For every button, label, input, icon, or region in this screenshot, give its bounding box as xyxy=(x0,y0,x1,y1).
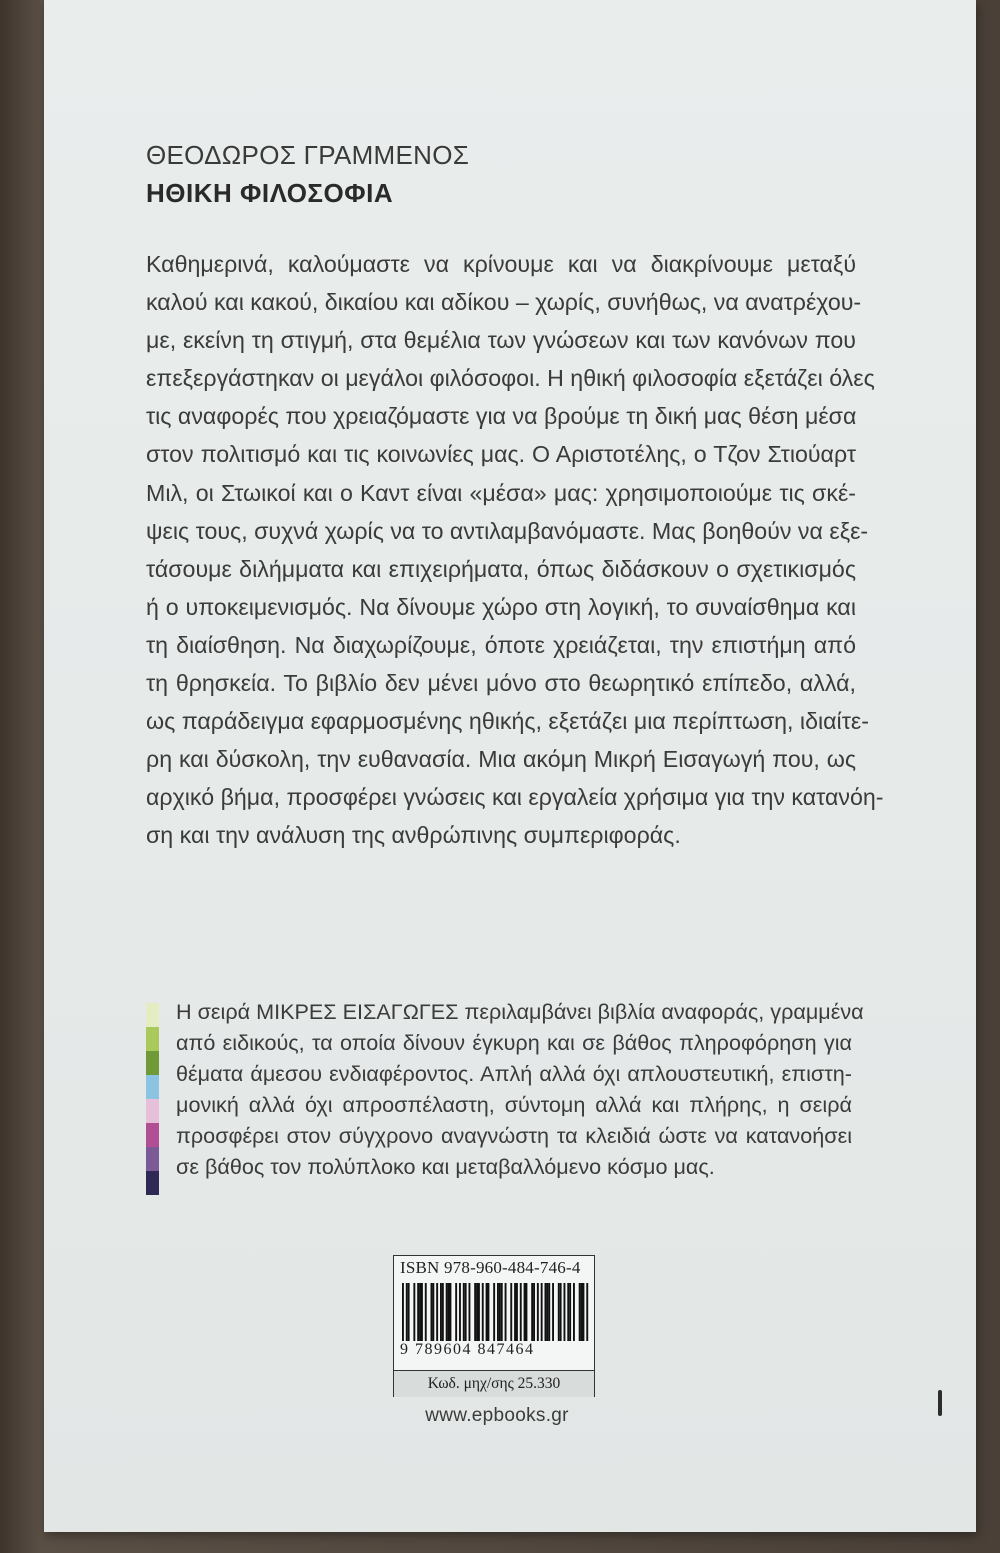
barcode-bar xyxy=(425,1283,427,1341)
series-line: προσφέρει στον σύγχρονο αναγνώστη τα κλειδιά ώστε να κατανοήσει xyxy=(176,1123,852,1148)
barcode-bar xyxy=(501,1283,503,1341)
blurb-line: τη θρησκεία. Το βιβλίο δεν μένει μόνο στο θεωρητικό επίπεδο, αλλά, xyxy=(146,670,856,697)
barcode-bar xyxy=(488,1283,490,1341)
barcode-bar xyxy=(476,1283,478,1341)
barcode-bar xyxy=(431,1283,433,1341)
barcode-bar xyxy=(564,1283,566,1341)
barcode-bar xyxy=(499,1283,501,1341)
color-swatch xyxy=(146,1027,159,1051)
barcode-bar xyxy=(446,1283,448,1341)
color-swatch xyxy=(146,1099,159,1123)
color-swatch xyxy=(146,1147,159,1171)
product-code: Κωδ. μηχ/σης 25.330 xyxy=(394,1370,594,1397)
barcode-bar xyxy=(419,1283,421,1341)
ean-digits: 9 789604 847464 xyxy=(400,1341,535,1358)
series-line: μονική αλλά όχι απροσπέλαστη, σύντομη αλλά και πλήρης, η σειρά xyxy=(176,1092,852,1117)
barcode-bar xyxy=(583,1283,585,1341)
barcode-bar xyxy=(505,1283,507,1341)
barcode-bar xyxy=(442,1283,444,1341)
series-line: από ειδικούς, τα οποία δίνουν έγκυρη και σε βάθος πληροφόρηση για xyxy=(176,1030,852,1055)
barcode-bar xyxy=(581,1283,583,1341)
barcode-bar xyxy=(533,1283,535,1341)
barcode-bar xyxy=(406,1283,408,1341)
barcode-bar xyxy=(474,1283,476,1341)
barcode-bar xyxy=(432,1283,434,1341)
barcode-bar xyxy=(526,1283,528,1341)
barcode-bar xyxy=(463,1283,465,1341)
publisher-website: www.epbooks.gr xyxy=(425,1405,569,1426)
barcode-bar xyxy=(455,1283,457,1341)
barcode-box xyxy=(393,1255,595,1397)
barcode-bar xyxy=(486,1283,488,1341)
barcode-bar xyxy=(493,1283,495,1341)
barcode-bar xyxy=(558,1283,560,1341)
barcode-bar xyxy=(459,1283,461,1341)
barcode-bar xyxy=(440,1283,442,1341)
barcode-bar xyxy=(469,1283,471,1341)
series-line: θέματα άμεσου ενδιαφέροντος. Απλή αλλά όχι απλουστευτική, επιστη- xyxy=(176,1061,852,1086)
color-swatch xyxy=(146,1003,159,1027)
isbn-label: ISBN 978-960-484-746-4 xyxy=(400,1258,581,1277)
blurb-line: με, εκείνη τη στιγμή, στα θεμέλια των γνώσεων και των κανόνων που xyxy=(146,327,856,354)
barcode-bar xyxy=(579,1283,581,1341)
barcode-bar xyxy=(413,1283,415,1341)
barcode-bar xyxy=(548,1283,550,1341)
barcode-bar xyxy=(497,1283,499,1341)
barcode-bar xyxy=(569,1283,571,1341)
blurb-line: στον πολιτισμό και τις κοινωνίες μας. Ο Αριστοτέλης, ο Τζον Στιούαρτ xyxy=(146,441,856,468)
blurb-line: ως παράδειγμα εφαρμοσμένης ηθικής, εξετάζει μια περίπτωση, ιδιαίτε- xyxy=(146,708,869,735)
blurb-line: ση και την ανάλυση της ανθρώπινης συμπεριφοράς. xyxy=(146,822,681,849)
barcode-bar xyxy=(541,1283,543,1341)
book-title: ΗΘΙΚΗ ΦΙΛΟΣΟΦΙΑ xyxy=(146,178,394,208)
barcode-bar xyxy=(514,1283,516,1341)
blurb-line: αρχικό βήμα, προσφέρει γνώσεις και εργαλεία χρήσιμα για την κατανόη- xyxy=(146,784,884,811)
barcode-bar xyxy=(546,1283,548,1341)
color-swatch xyxy=(146,1171,159,1195)
author-name: ΘΕΟΔΩΡΟΣ ΓΡΑΜΜΕΝΟΣ xyxy=(146,140,470,170)
blurb-line: τάσουμε διλήμματα και επιχειρήματα, όπως διδάσκουν ο σχετικισμός xyxy=(146,555,856,582)
blurb-line: Μιλ, οι Στωικοί και ο Καντ είναι «μέσα» μας: χρησιμοποιούμε τις σκέ- xyxy=(146,479,856,506)
color-swatch xyxy=(146,1051,159,1075)
barcode-bar xyxy=(560,1283,562,1341)
barcode-bar xyxy=(545,1283,547,1341)
barcode-bar xyxy=(552,1283,554,1341)
series-line: Η σειρά ΜΙΚΡΕΣ ΕΙΣΑΓΩΓΕΣ περιλαμβάνει βιβλία αναφοράς, γραμμένα xyxy=(176,999,864,1024)
color-swatch xyxy=(146,1075,159,1099)
barcode-bar xyxy=(573,1283,575,1341)
barcode-bar xyxy=(448,1283,450,1341)
color-swatch xyxy=(146,1123,159,1147)
series-color-bar xyxy=(146,1003,159,1195)
cover-mark xyxy=(938,1390,942,1416)
blurb-line: ψεις τους, συχνά χωρίς να το αντιλαμβανόμαστε. Μας βοηθούν να εξε- xyxy=(146,517,869,544)
series-line: σε βάθος τον πολύπλοκο και μεταβαλλόμενο κόσμο μας. xyxy=(176,1154,715,1179)
barcode-bar xyxy=(516,1283,518,1341)
barcode-bar xyxy=(531,1283,533,1341)
blurb-line: Καθημερινά, καλούμαστε να κρίνουμε και να διακρίνουμε μεταξύ xyxy=(146,251,856,277)
barcode-bar xyxy=(465,1283,467,1341)
barcode-bar xyxy=(586,1283,588,1341)
blurb-line: ρη και δύσκολη, την ευθανασία. Μια ακόμη Μικρή Εισαγωγή που, ως xyxy=(146,746,856,773)
barcode-bar xyxy=(482,1283,484,1341)
barcode-bar xyxy=(478,1283,480,1341)
barcode-bar xyxy=(436,1283,438,1341)
barcode-icon xyxy=(394,1283,594,1341)
barcode-bar xyxy=(450,1283,452,1341)
barcode-bar xyxy=(402,1283,404,1341)
barcode-bar xyxy=(408,1283,410,1341)
barcode-bar xyxy=(537,1283,539,1341)
blurb-line: επεξεργάστηκαν οι μεγάλοι φιλόσοφοι. Η ηθική φιλοσοφία εξετάζει όλες xyxy=(146,365,875,392)
blurb-line: τη διαίσθηση. Να διαχωρίζουμε, όποτε χρειάζεται, την επιστήμη από xyxy=(146,631,856,658)
barcode-bar xyxy=(567,1283,569,1341)
blurb-paragraph xyxy=(146,245,884,855)
blurb-line: καλού και κακού, δικαίου και αδίκου – χωρίς, συνήθως, να ανατρέχου- xyxy=(146,289,862,316)
blurb-line: τις αναφορές που χρειαζόμαστε για να βρούμε τη δική μας θέση μέσα xyxy=(146,403,857,430)
blurb-line: ή ο υποκειμενισμός. Να δίνουμε χώρο στη λογική, το συναίσθημα και xyxy=(146,593,856,620)
barcode-bar xyxy=(510,1283,512,1341)
barcode-bar xyxy=(524,1283,526,1341)
barcode-bar xyxy=(520,1283,522,1341)
series-description xyxy=(176,996,864,1182)
barcode-bar xyxy=(421,1283,423,1341)
barcode-bar xyxy=(417,1283,419,1341)
